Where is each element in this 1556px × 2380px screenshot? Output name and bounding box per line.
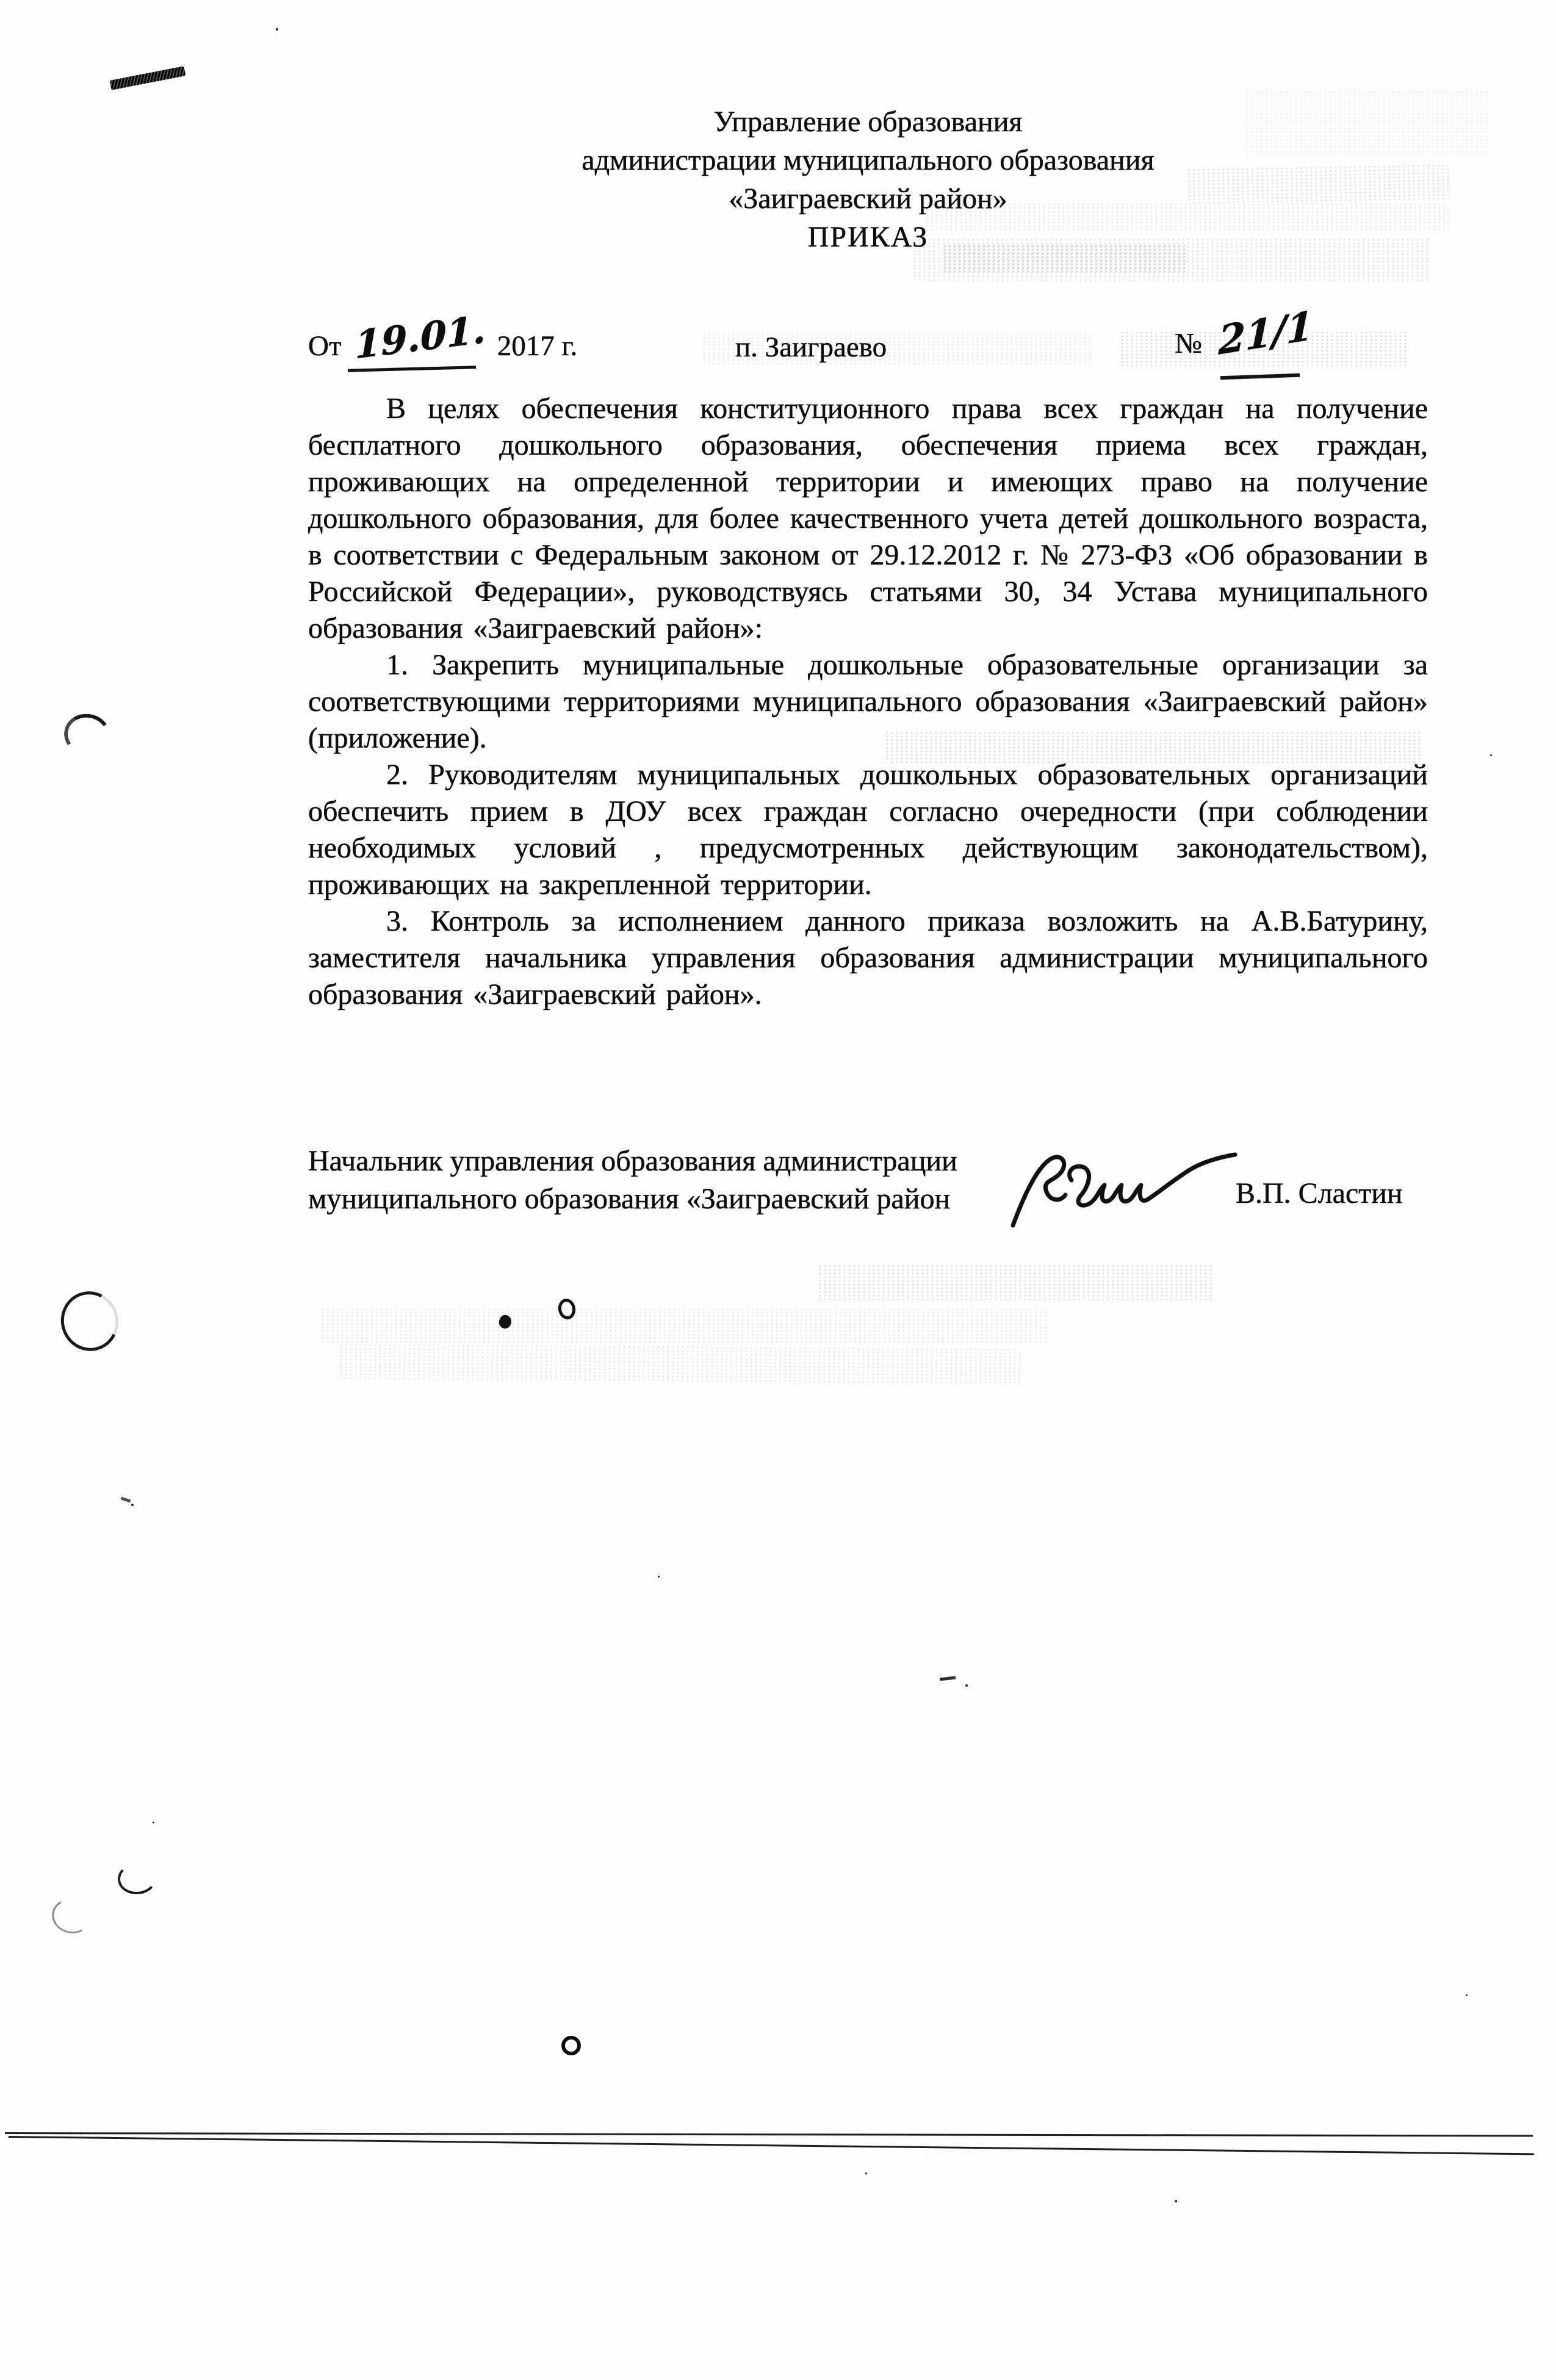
scan-artifact-ink-ring-bottom xyxy=(561,2036,581,2055)
order-item-2: 2. Руководителям муниципальных дошкольных образовательных организаций обеспечить прием в ДОУ всех граждан согласно очередности (при соблюдении необходимых условий , предусмотренных действующим законодательством), проживающих на закрепленной территории. xyxy=(308,759,1428,901)
number-underline xyxy=(1220,373,1300,380)
scan-smudge-5 xyxy=(943,244,1187,273)
scan-smudge-8 xyxy=(885,731,1422,763)
handwritten-signature-stroke xyxy=(1008,1149,1246,1231)
signatory-name: В.П. Сластин xyxy=(1236,1177,1403,1210)
date-underline xyxy=(348,366,476,372)
scan-artifact-dash-1 xyxy=(940,1676,956,1681)
scan-speck-6 xyxy=(865,2173,867,2174)
scan-artifact-fold-line-2 xyxy=(9,2136,1534,2155)
scan-smudge-3 xyxy=(924,203,1449,232)
scan-artifact-hook-mark-2 xyxy=(48,1895,95,1938)
signatory-title-line-1: Начальник управления образования администрации xyxy=(308,1145,957,1177)
scan-artifact-fold-line-1 xyxy=(5,2132,1533,2137)
scan-artifact-punch-arc xyxy=(60,710,114,760)
handwritten-number: 21/1 xyxy=(1217,303,1314,364)
scan-speck-9 xyxy=(1175,2200,1177,2202)
preamble-paragraph: В целях обеспечения конституционного права всех граждан на получение бесплатного дошкольного образования, обеспечения приема всех граждан, проживающих на определенной территории и имеющих право на получение дошкольного образования, для более качественного учета детей дошкольного возраста, в соответствии с Федеральным законом от 29.12.2012 г. № 273-ФЗ «Об образовании в Российской Федерации», руководствуясь статьями 30, 34 Устава муниципального образования «Заиграевский район»: xyxy=(308,392,1428,644)
scan-speck-8 xyxy=(131,1504,134,1506)
document-date xyxy=(308,306,578,368)
order-item-1: 1. Закрепить муниципальные дошкольные образовательные организации за соответствующими территориями муниципального образования «Заиграевский район» (приложение). xyxy=(308,649,1428,754)
date-year-label: 2017 г. xyxy=(497,330,578,362)
scan-artifact-dash-2 xyxy=(121,1497,131,1503)
order-item-3: 3. Контроль за исполнением данного приказа возложить на А.В.Батурину, заместителя начальника управления образования администрации муниципального образования «Заиграевский район». xyxy=(308,905,1428,1011)
scan-speck-5 xyxy=(1466,1994,1468,1996)
scan-artifact-pen-mark xyxy=(110,66,186,90)
scan-smudge-6 xyxy=(702,333,1092,366)
scan-speck-7 xyxy=(965,1684,968,1687)
org-name-line-1: Управление образования xyxy=(713,106,1023,138)
scan-speck-4 xyxy=(153,1822,154,1823)
document-type-title: ПРИКАЗ xyxy=(807,221,929,253)
scan-speck-2 xyxy=(1490,754,1492,756)
scan-smudge-11 xyxy=(339,1343,1022,1386)
handwritten-date: 19.01. xyxy=(355,306,486,368)
document-body xyxy=(308,391,1428,1013)
org-name-line-3: «Заиграевский район» xyxy=(729,182,1007,215)
scan-speck-3 xyxy=(658,1576,660,1578)
scan-artifact-hook-mark xyxy=(116,1861,158,1896)
scan-smudge-2 xyxy=(1187,164,1450,203)
scan-smudge-10 xyxy=(320,1307,1046,1343)
scan-smudge-1 xyxy=(1245,90,1489,157)
org-name-line-2: администрации муниципального образования xyxy=(582,144,1154,176)
signatory-title-line-2: муниципального образования «Заиграевский район xyxy=(308,1183,951,1215)
scan-speck-1 xyxy=(276,28,278,31)
date-prefix-label: От xyxy=(308,330,342,362)
scan-smudge-9 xyxy=(818,1264,1214,1302)
scan-smudge-7 xyxy=(1120,331,1407,369)
number-prefix-label: № xyxy=(1175,328,1202,359)
scan-artifact-punch-ring xyxy=(53,1284,126,1358)
document-place: п. Заиграево xyxy=(735,331,887,363)
signature-block xyxy=(308,1142,957,1218)
